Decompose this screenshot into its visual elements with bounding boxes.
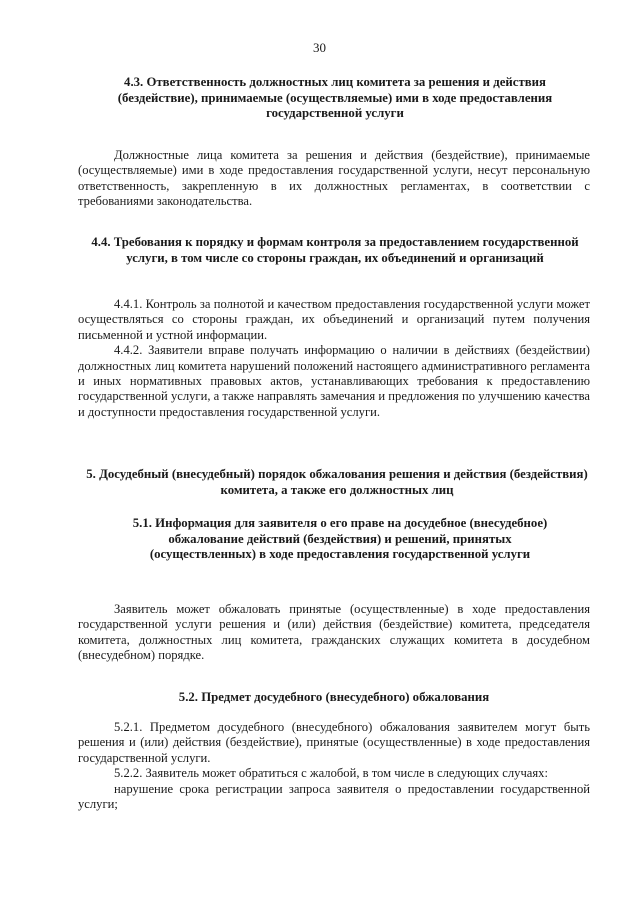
section-5-heading: 5. Досудебный (внесудебный) порядок обжалования решения и действия (бездействия) комитета, а также его должностных лиц: [86, 467, 588, 497]
section-5-2-heading: 5.2. Предмет досудебного (внесудебного) обжалования: [178, 690, 490, 704]
paragraph: 4.4.2. Заявители вправе получать информацию о наличии в действиях (бездействии) должностных лиц комитета нарушений положений настоящего административного регламента и иных нормативных правовых актов, устанавливающих требования к предоставлению государственной услуги, а также направлять замечания и предложения по улучшению качества и доступности предоставления государственной услуги.: [78, 343, 590, 419]
section-4-3-body: [78, 148, 590, 210]
page-number: 30: [313, 40, 326, 55]
section-5-1-heading: 5.1. Информация для заявителя о его праве на досудебное (внесудебное) обжалование действий (бездействия) и решений, принятых (осуществленных) в ходе предоставления государственной услуги: [132, 516, 548, 561]
paragraph: Заявитель может обжаловать принятые (осуществленные) в ходе предоставления государственной услуги решения и (или) действия (бездействие) комитета, председателя комитета, должностных лиц комитета, гражданских служащих комитета в досудебном (внесудебном) порядке.: [78, 602, 590, 663]
paragraph: 4.4.1. Контроль за полнотой и качеством предоставления государственной услуги может осуществляться со стороны граждан, их объединений и организаций путем получения письменной и устной информации.: [78, 297, 590, 342]
section-5-1-body: [78, 602, 590, 664]
paragraph: нарушение срока регистрации запроса заявителя о предоставлении государственной услуги;: [78, 781, 590, 812]
section-4-4-body: [78, 297, 590, 420]
section-4-4-heading: 4.4. Требования к порядку и формам контроля за предоставлением государственной услуги, в том числе со стороны граждан, их объединений и организаций: [91, 235, 579, 265]
section-4-3-heading: 4.3. Ответственность должностных лиц комитета за решения и действия (бездействие), принимаемые (осуществляемые) ими в ходе предоставления государственной услуги: [117, 75, 553, 120]
paragraph: Должностные лица комитета за решения и действия (бездействие), принимаемые (осуществляемые) ими в ходе предоставления государственной услуги, несут персональную ответственность, закрепленную в их должностных регламентах, в соответствии с требованиями законодательства.: [78, 148, 590, 209]
paragraph: 5.2.2. Заявитель может обратиться с жалобой, в том числе в следующих случаях:: [114, 766, 548, 781]
paragraph: 5.2.1. Предметом досудебного (внесудебного) обжалования заявителем могут быть решения и (или) действия (бездействие), принятые (осуществленные) в ходе предоставления государственной услуги.: [78, 720, 590, 765]
section-5-2-body: [78, 720, 590, 812]
